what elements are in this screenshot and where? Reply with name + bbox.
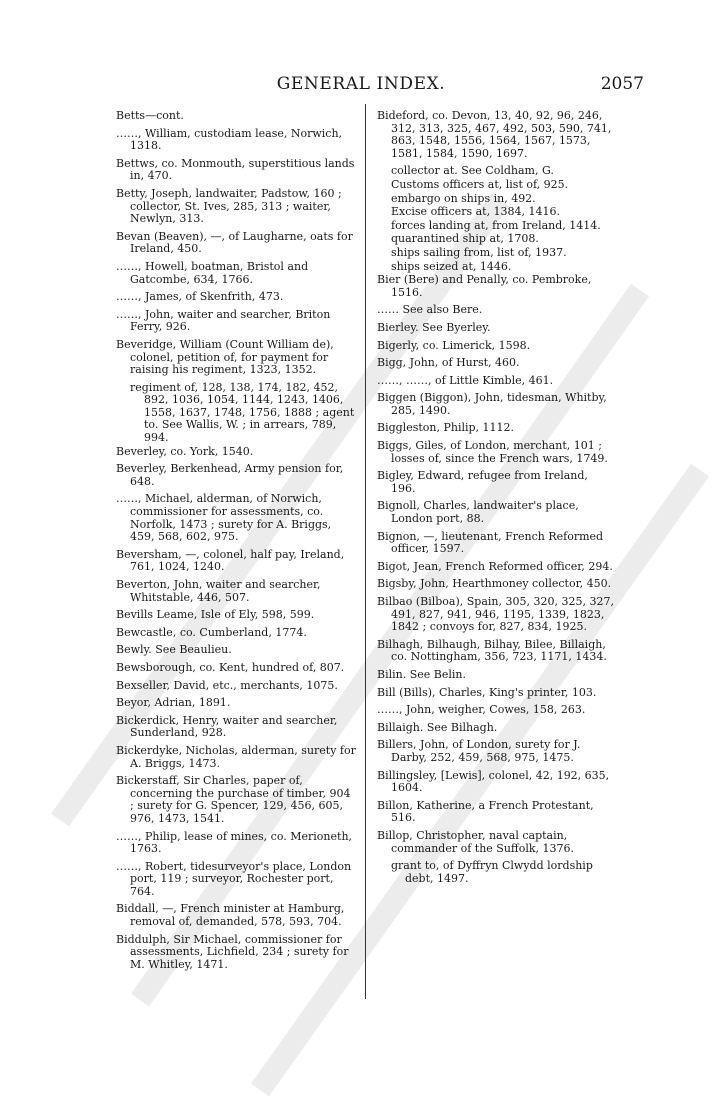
index-entry: Biggleston, Philip, 1112. — [377, 421, 515, 435]
index-entry: Bewly. See Beaulieu. — [116, 643, 232, 657]
index-column-right — [377, 110, 615, 886]
index-entry: Biddall, —, French minister at Hamburg, removal of, demanded, 578, 593, 704. — [116, 902, 345, 929]
page-header — [0, 74, 722, 98]
index-entry: Billop, Christopher, naval captain, commander of the Suffolk, 1376. — [377, 828, 575, 855]
index-entry: Billon, Katherine, a French Protestant, 516. — [377, 798, 594, 825]
index-column-left — [116, 110, 356, 976]
index-subentry: collector at. See Coldham, G. — [391, 164, 554, 178]
index-subentry: forces landing at, from Ireland, 1414. — [391, 218, 601, 232]
index-subentry: ships seized at, 1446. — [391, 259, 512, 273]
index-entry: Billers, John, of London, surety for J. Darby, 252, 459, 568, 975, 1475. — [377, 738, 581, 764]
index-entry: Bigsby, John, Hearthmoney collector, 450. — [377, 577, 612, 591]
page-number: 2057 — [600, 74, 644, 94]
index-entry: Bewcastle, co. Cumberland, 1774. — [116, 625, 307, 639]
index-subentry: Customs officers at, list of, 925. — [391, 177, 569, 191]
index-subentry: Excise officers at, 1384, 1416. — [391, 205, 561, 219]
index-entry: Bewsborough, co. Kent, hundred of, 807. — [116, 660, 345, 674]
index-entry: Betty, Joseph, landwaiter, Padstow, 160 ; collector, St. Ives, 285, 313 ; waiter, Newlyn, 313. — [116, 186, 342, 226]
index-subentry: regiment of, 128, 138, 174, 182, 452, 892, 1036, 1054, 1144, 1243, 1406, 1558, 1637, 1748, 1756, 1888 ; agent to. See Wallis, W. ; in arrears, 789, 994. — [130, 380, 355, 445]
index-subentry: grant to, of Dyffryn Clwydd lordship debt, 1497. — [391, 859, 593, 885]
index-entry: Bigerly, co. Limerick, 1598. — [377, 338, 531, 352]
index-entry: Bilin. See Belin. — [377, 667, 466, 681]
index-subentry: quarantined ship at, 1708. — [391, 232, 539, 246]
index-entry: Bier (Bere) and Penally, co. Pembroke, 1516. — [377, 273, 592, 299]
index-entry: Biddulph, Sir Michael, commissioner for assessments, Lichfield, 234 ; surety for M. Whitley, 1471. — [116, 932, 349, 971]
index-entry: ……, Howell, boatman, Bristol and Gatcombe, 634, 1766. — [116, 259, 309, 286]
index-entry: Beyor, Adrian, 1891. — [116, 696, 231, 710]
index-entry: Bill (Bills), Charles, King's printer, 103. — [377, 685, 597, 699]
index-entry: Bevills Leame, Isle of Ely, 598, 599. — [116, 608, 315, 622]
index-entry: …… See also Bere. — [377, 303, 483, 317]
column-divider — [365, 104, 366, 999]
index-entry: Bigley, Edward, refugee from Ireland, 196. — [377, 469, 588, 495]
index-entry: ……, Robert, tidesurveyor's place, London port, 119 ; surveyor, Rochester port, 764. — [116, 859, 352, 898]
index-entry: Bickerdyke, Nicholas, alderman, surety for A. Briggs, 1473. — [116, 743, 356, 770]
index-entry: Bickerdick, Henry, waiter and searcher, Sunderland, 928. — [116, 713, 338, 740]
index-entry: Bignoll, Charles, landwaiter's place, London port, 88. — [377, 499, 579, 526]
index-entry: ……, ……, of Little Kimble, 461. — [377, 373, 554, 387]
index-entry: Billingsley, [Lewis], colonel, 42, 192, 635, 1604. — [377, 768, 610, 795]
index-entry: Bigot, Jean, French Reformed officer, 294. — [377, 559, 613, 573]
index-entry: ……, John, weigher, Cowes, 158, 263. — [377, 703, 586, 717]
index-entry: Biggs, Giles, of London, merchant, 101 ; losses of, since the French wars, 1749. — [377, 439, 608, 465]
index-entry: Bettws, co. Monmouth, superstitious lands in, 470. — [116, 156, 355, 183]
index-entry: Bevan (Beaven), —, of Laugharne, oats for Ireland, 450. — [116, 229, 353, 256]
index-entry: ……, James, of Skenfrith, 473. — [116, 290, 284, 304]
index-entry: Beverley, Berkenhead, Army pension for, 648. — [116, 462, 344, 488]
index-entry: ……, Philip, lease of mines, co. Merioneth, 1763. — [116, 829, 353, 856]
index-entry: Bideford, co. Devon, 13, 40, 92, 96, 246, 312, 313, 325, 467, 492, 503, 590, 741, 863, 1548, 1556, 1564, 1567, 1573, 1581, 1584, 1590, 1697. — [377, 109, 612, 160]
page-title: GENERAL INDEX. — [276, 74, 446, 94]
index-entry: Beverton, John, waiter and searcher, Whitstable, 446, 507. — [116, 578, 321, 604]
index-entry: Billaigh. See Bilhagh. — [377, 720, 498, 734]
index-entry: Beveridge, William (Count William de), colonel, petition of, for payment for raising his regiment, 1323, 1352. — [116, 337, 334, 377]
index-entry: ……, William, custodiam lease, Norwich, 1318. — [116, 126, 343, 153]
index-entry: Betts—cont. — [116, 109, 184, 122]
index-subentry: ships sailing from, list of, 1937. — [391, 245, 567, 259]
index-entry: ……, Michael, alderman, of Norwich, commissioner for assessments, co. Norfolk, 1473 ; surety for A. Briggs, 459, 568, 602, 975. — [116, 492, 332, 544]
index-entry: Bigg, John, of Hurst, 460. — [377, 356, 520, 370]
index-entry: Bierley. See Byerley. — [377, 320, 491, 334]
index-entry: Bilbao (Bilboa), Spain, 305, 320, 325, 327, 491, 827, 941, 946, 1195, 1339, 1823, 1842 ; convoys for, 827, 834, 1925. — [377, 595, 614, 634]
index-entry: Bilhagh, Bilhaugh, Bilhay, Bilee, Billaigh, co. Nottingham, 356, 723, 1171, 1434. — [377, 637, 607, 664]
index-entry: Bickerstaff, Sir Charles, paper of, concerning the purchase of timber, 904 ; surety for G. Spencer, 129, 456, 605, 976, 1473, 1541. — [116, 774, 351, 825]
index-entry: Beverley, co. York, 1540. — [116, 444, 254, 458]
index-entry: Bexseller, David, etc., merchants, 1075. — [116, 678, 338, 692]
index-entry: Biggen (Biggon), John, tidesman, Whitby, 285, 1490. — [377, 391, 607, 417]
index-entry: Bignon, —, lieutenant, French Reformed officer, 1597. — [377, 529, 604, 556]
index-entry: ……, John, waiter and searcher, Briton Ferry, 926. — [116, 307, 331, 334]
index-subentry: embargo on ships in, 492. — [391, 191, 536, 205]
index-entry: Beversham, —, colonel, half pay, Ireland, 761, 1024, 1240. — [116, 547, 345, 574]
